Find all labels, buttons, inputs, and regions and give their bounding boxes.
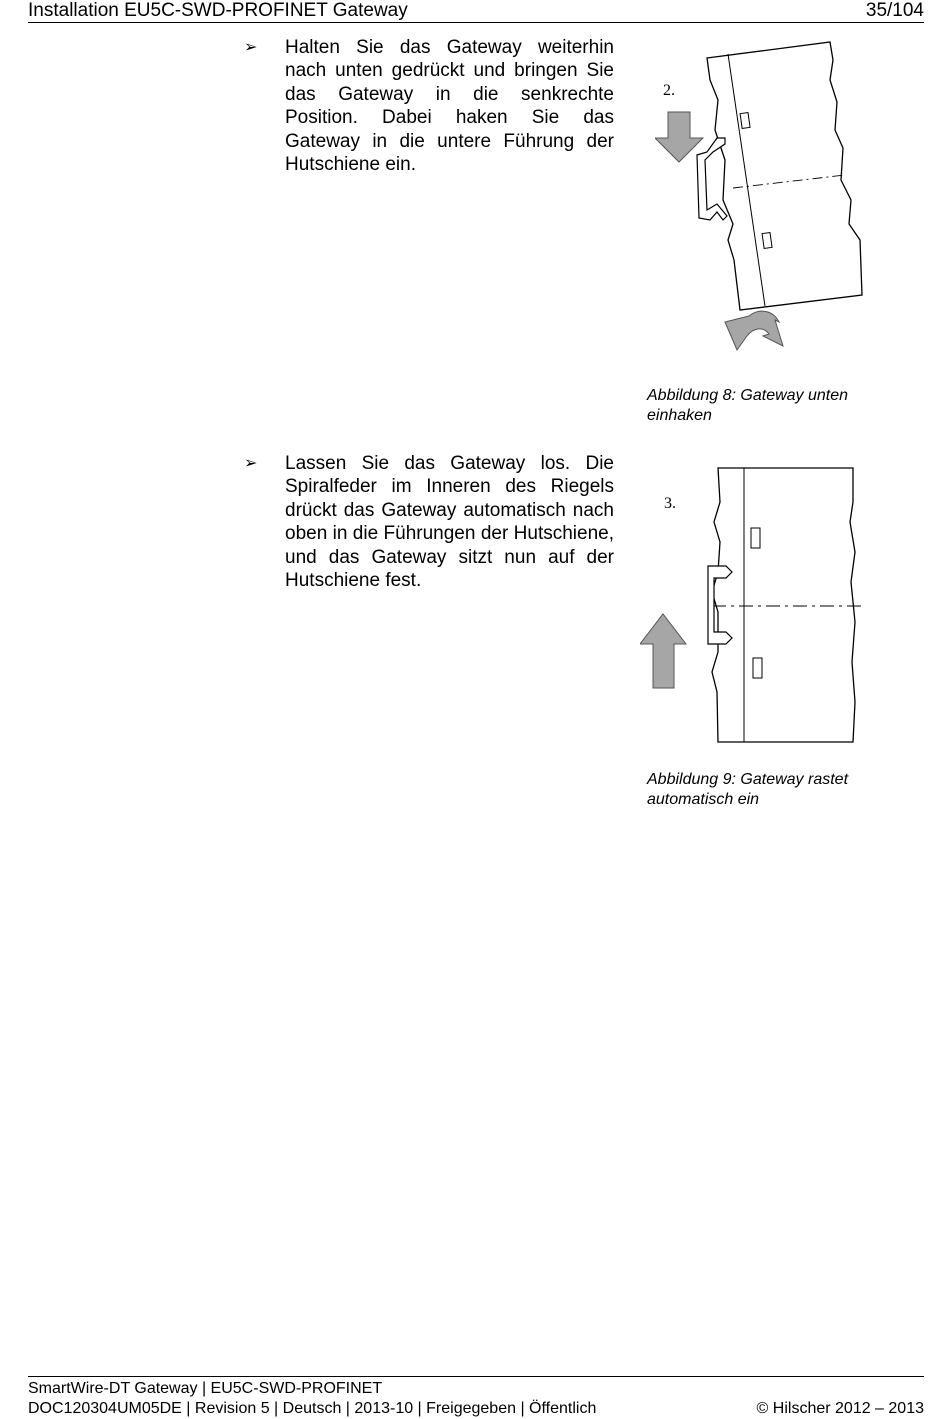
slot-icon: [751, 528, 760, 548]
gateway-housing: [712, 468, 855, 742]
instruction-step: [244, 36, 614, 186]
arrow-bullet-icon: ➢: [244, 455, 258, 472]
slot-icon: [753, 658, 762, 678]
rotate-arrow-icon: [725, 311, 783, 350]
header-title: Installation EU5C-SWD-PROFINET Gateway: [28, 0, 408, 21]
gateway-snap-in-figure: [640, 462, 865, 747]
instruction-text: Lassen Sie das Gateway los. Die Spiralfeder im Inneren des Riegels drückt das Gateway automatisch nach oben in die Führungen der Hutschiene, und das Gateway sitzt nun auf der Hutschiene fest.: [285, 453, 614, 592]
figure-step-label: 3.: [664, 495, 676, 512]
footer-product: SmartWire-DT Gateway | EU5C-SWD-PROFINET: [28, 1380, 383, 1397]
instruction-step: [244, 452, 614, 602]
arrow-bullet-icon: ➢: [244, 39, 258, 56]
arrow-down-icon: [655, 112, 703, 162]
page-header: [28, 0, 924, 23]
slot-icon: [740, 113, 750, 129]
arrow-up-icon: [640, 614, 686, 688]
footer-document-info: DOC120304UM05DE | Revision 5 | Deutsch | 2013-10 | Freigegeben | Öffentlich: [28, 1400, 597, 1417]
figure-step-label: 2.: [663, 82, 675, 99]
page-footer: [28, 1376, 924, 1419]
gateway-hook-down-figure: [655, 40, 870, 355]
page-number: 35/104: [865, 0, 924, 21]
footer-copyright: © Hilscher 2012 – 2013: [756, 1400, 924, 1417]
instruction-text: Halten Sie das Gateway weiterhin nach unten gedrückt und bringen Sie das Gateway in die senkrechte Position. Dabei haken Sie das Gateway in die untere Führung der Hutschiene ein.: [285, 37, 614, 176]
figure-caption: Abbildung 9: Gateway rastet automatisch ein: [647, 771, 849, 808]
slot-icon: [762, 233, 772, 249]
figure-caption: Abbildung 8: Gateway unten einhaken: [647, 387, 849, 424]
